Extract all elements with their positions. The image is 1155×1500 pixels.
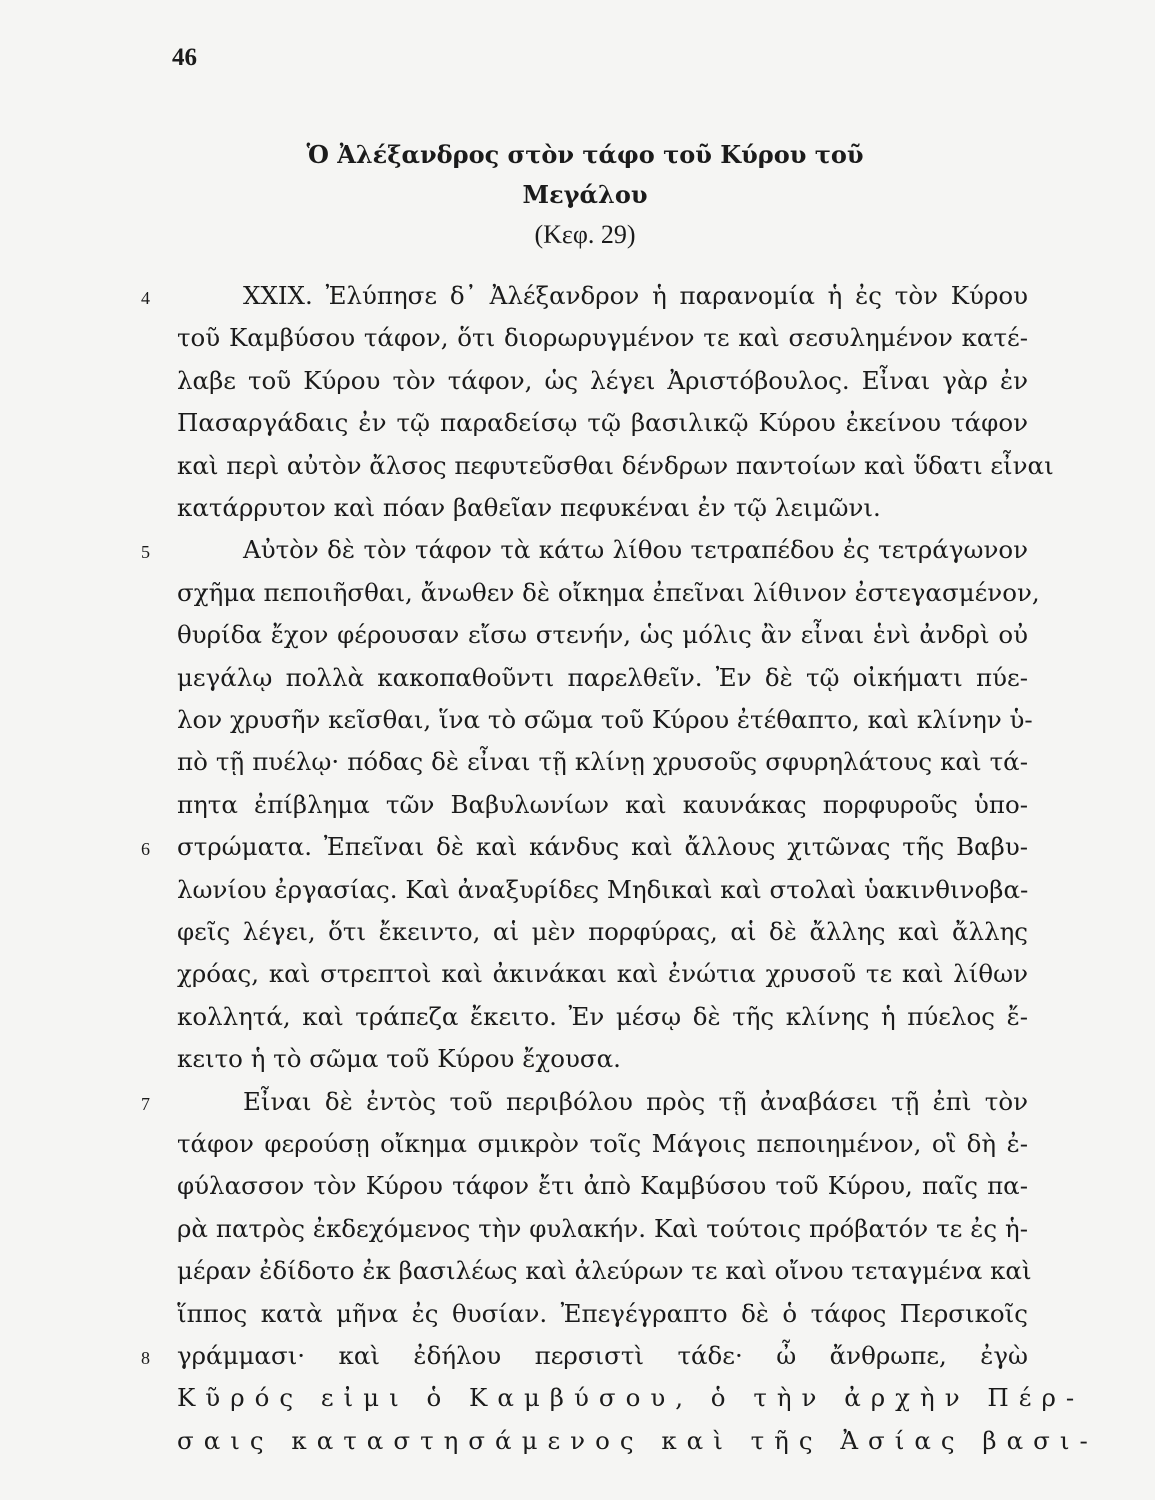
text-line: λον χρυσῆν κεῖσθαι, ἵνα τὸ σῶμα τοῦ Κύρου ἐτέθαπτο, καὶ κλίνην ὑ- [177,705,1033,734]
text-line: κειτο ἡ τὸ σῶμα τοῦ Κύρου ἔχουσα. [177,1044,621,1074]
text-line: τοῦ Καμβύσου τάφον, ὅτι διορωρυγμένον τε καὶ σεσυλημένον κατέ- [177,323,1028,353]
heading-title: Ὁ Ἀλέξανδρος στὸν τάφο τοῦ Κύρου τοῦ Μεγάλου [306,140,864,209]
text-line: θυρίδα ἔχον φέρουσαν εἴσω στενήν, ὡς μόλις ἂν εἶναι ἑνὶ ἀνδρὶ οὐ [177,620,1028,650]
margin-number-6: 6 [141,839,150,860]
text-line: Εἶναι δὲ ἐντὸς τοῦ περιβόλου πρὸς τῇ ἀναβάσει τῇ ἐπὶ τὸν [243,1086,1028,1116]
text-line: χρόας, καὶ στρεπτοὶ καὶ ἀκινάκαι καὶ ἐνώτια χρυσοῦ τε καὶ λίθων [177,959,1028,989]
text-line: ἵππος κατὰ μῆνα ἐς θυσίαν. Ἐπεγέγραπτο δὲ ὁ τάφος Περσικοῖς [177,1298,1028,1328]
text-line: γράμμασι· καὶ ἐδήλου περσιστὶ τάδε· ὦ ἄνθρωπε, ἐγὼ [177,1341,1028,1370]
text-line: πητα ἐπίβλημα τῶν Βαβυλωνίων καὶ καυνάκας πορφυροῦς ὑπο- [177,789,1028,819]
margin-number-7: 7 [141,1093,150,1114]
text-line: λωνίου ἐργασίας. Καὶ ἀναξυρίδες Μηδικαὶ καὶ στολαὶ ὑακινθινοβα- [177,874,1029,904]
margin-number-4: 4 [141,288,150,308]
heading-subtitle: (Κεφ. 29) [534,220,636,249]
margin-number-8: 8 [141,1348,150,1368]
text-line: φύλασσον τὸν Κύρου τάφον ἔτι ἀπὸ Καμβύσου τοῦ Κύρου, παῖς πα- [177,1171,1028,1201]
text-line: καὶ περὶ αὐτὸν ἄλσος πεφυτεῦσθαι δένδρων παντοίων καὶ ὕδατι εἶναι [177,450,1054,480]
text-line: φεῖς λέγει, ὅτι ἔκειντο, αἱ μὲν πορφύρας, αἱ δὲ ἄλλης καὶ ἄλλης [177,917,1028,946]
text-line: λαβε τοῦ Κύρου τὸν τάφον, ὡς λέγει Ἀριστόβουλος. Εἶναι γὰρ ἐν [177,365,1028,395]
margin-number-5: 5 [141,542,150,563]
text-line: μέραν ἐδίδοτο ἐκ βασιλέως καὶ ἀλεύρων τε καὶ οἴνου τεταγμένα καὶ [177,1256,1032,1286]
text-line: ρὰ πατρὸς ἐκδεχόμενος τὴν φυλακήν. Καὶ τούτοις πρόβατόν τε ἐς ἡ- [177,1213,1028,1243]
text-line: σαις καταστησάμενος καὶ τῆς Ἀσίας βασι- [177,1425,1098,1455]
text-line: κατάρρυτον καὶ πόαν βαθεῖαν πεφυκέναι ἐν τῷ λειμῶνι. [177,493,881,522]
page-number: 46 [172,44,197,71]
text-line: μεγάλῳ πολλὰ κακοπαθοῦντι παρελθεῖν. Ἐν δὲ τῷ οἰκήματι πύε- [177,662,1028,692]
chapter-heading [240,135,930,255]
text-line: XXIX. Ἐλύπησε δ᾽ Ἀλέξανδρον ἡ παρανομία ἡ ἐς τὸν Κύρου [243,281,1028,310]
text-line: πὸ τῇ πυέλῳ· πόδας δὲ εἶναι τῇ κλίνῃ χρυσοῦς σφυρηλάτους καὶ τά- [177,747,1028,777]
text-line: κολλητά, καὶ τράπεζα ἔκειτο. Ἐν μέσῳ δὲ τῆς κλίνης ἡ πύελος ἔ- [177,1001,1028,1031]
text-line: τάφον φερούσῃ οἴκημα σμικρὸν τοῖς Μάγοις πεποιημένον, οἳ δὴ ἐ- [177,1129,1028,1158]
text-line: σχῆμα πεποιῆσθαι, ἄνωθεν δὲ οἴκημα ἐπεῖναι λίθινον ἐστεγασμένον, [177,577,1040,607]
text-line: στρώματα. Ἐπεῖναι δὲ καὶ κάνδυς καὶ ἄλλους χιτῶνας τῆς Βαβυ- [177,832,1028,862]
text-line: Αὐτὸν δὲ τὸν τάφον τὰ κάτω λίθου τετραπέδου ἐς τετράγωνον [243,535,1028,565]
text-line: Πασαργάδαις ἐν τῷ παραδείσῳ τῷ βασιλικῷ Κύρου ἐκείνου τάφον [177,408,1028,438]
text-line: Κῦρός εἰμι ὁ Καμβύσου, ὁ τὴν ἀρχὴν Πέρ- [177,1383,1085,1413]
